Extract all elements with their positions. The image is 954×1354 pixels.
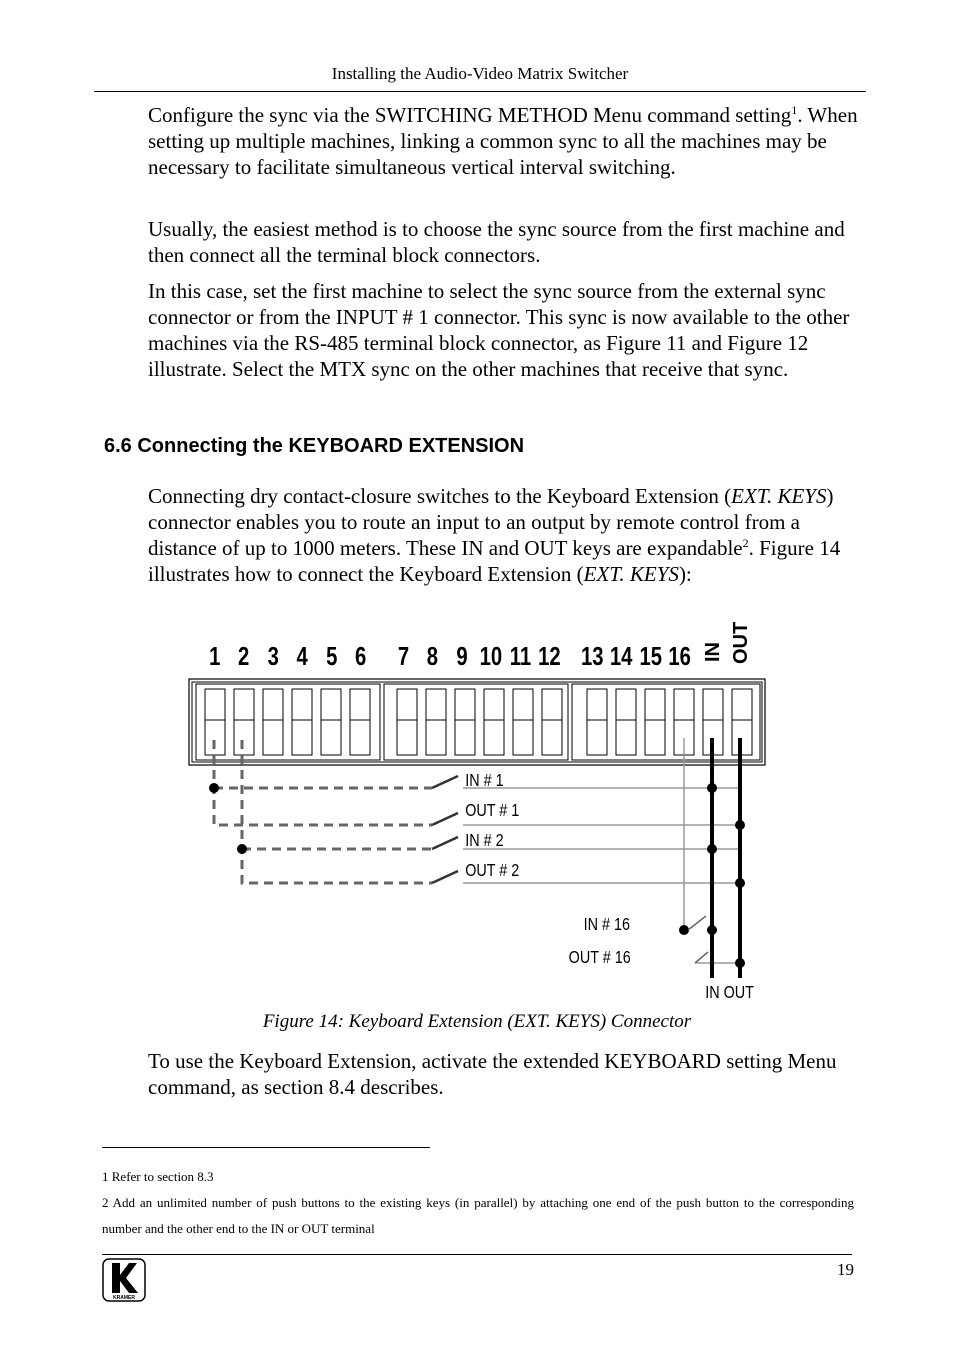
terminal-block-1 — [196, 684, 380, 760]
pin-label-13: 13 — [580, 641, 604, 671]
terminal-slot-10 — [484, 689, 504, 755]
terminal-slot-15 — [645, 689, 665, 755]
label-in16: IN # 16 — [583, 914, 630, 935]
paragraph-easiest-method: Usually, the easiest method is to choose the sync source from the first machine and then connect all the terminal block connectors. — [148, 217, 845, 267]
pin-label-1: 1 — [209, 641, 221, 671]
pin-label-7: 7 — [397, 641, 410, 671]
p4-a: Connecting dry contact-closure switches to the Keyboard Extension ( — [148, 484, 732, 508]
footnote-ref-2[interactable]: 2 — [742, 536, 749, 550]
p1-text: Configure the sync via the SWITCHING METHOD Menu command setting — [148, 103, 792, 127]
terminal-slot-9 — [455, 689, 475, 755]
p4-em2: EXT. KEYS — [583, 562, 679, 586]
p4-b: ) connector enables you to route an input to an output by remote control from a distance of up to 1000 meters. These IN and OUT keys are expandable — [148, 484, 834, 560]
terminal-slot-14 — [616, 689, 636, 755]
kramer-logo — [102, 1258, 146, 1302]
page-number: 19 — [837, 1260, 854, 1279]
figure-caption: Figure 14: Keyboard Extension (EXT. KEYS) Connector — [262, 1011, 692, 1032]
switch-in1 — [432, 776, 458, 788]
p4-c: . Figure 14 illustrates how to connect the Keyboard Extension ( — [148, 536, 841, 586]
switch-in16 — [688, 916, 706, 930]
connector-housing — [189, 679, 765, 765]
footer-rule — [102, 1254, 852, 1255]
pin-label-4: 4 — [296, 641, 308, 671]
terminal-slot-3 — [263, 689, 283, 755]
pin-label-2: 2 — [237, 641, 250, 671]
logo-text: KRAMER — [113, 1295, 135, 1301]
label-out16: OUT # 16 — [568, 947, 631, 968]
pin-label-3: 3 — [267, 641, 279, 671]
footnote-ref-1[interactable]: 1 — [791, 103, 798, 117]
wire-pin2-out2 — [242, 740, 432, 883]
section-heading: 6.6 Connecting the KEYBOARD EXTENSION — [104, 435, 525, 457]
terminal-slot-6 — [350, 689, 370, 755]
p4-d: ): — [678, 562, 692, 586]
pin-label-12: 12 — [538, 641, 561, 671]
pin-label-5: 5 — [326, 641, 338, 671]
p4-em1: EXT. KEYS — [731, 484, 827, 508]
in-pin-label: IN — [702, 642, 724, 662]
ext-keys-diagram — [150, 620, 790, 1005]
pin-label-9: 9 — [456, 641, 468, 671]
switch-out16 — [695, 952, 708, 963]
p1-rest: . When setting up multiple machines, linking a common sync to all the machines may be necessary to facilitate simultaneous vertical interval switching. — [148, 103, 858, 179]
label-in2: IN # 2 — [465, 830, 504, 851]
paragraph-sync-config — [148, 102, 864, 180]
pin-label-8: 8 — [426, 641, 438, 671]
switch-out1 — [432, 813, 458, 825]
footnote-2: 2 Add an unlimited number of push buttons to the existing keys (in parallel) by attaching one end of the push button to the corresponding number and the other end to the IN or OUT terminal — [102, 1195, 854, 1236]
terminal-slot-4 — [292, 689, 312, 755]
page-header: Installing the Audio-Video Matrix Switcher — [331, 64, 629, 83]
pin-label-10: 10 — [479, 641, 503, 671]
header-rule — [94, 91, 866, 92]
footnote-rule — [102, 1147, 430, 1148]
switch-in2 — [432, 837, 458, 849]
pin-label-14: 14 — [609, 641, 633, 671]
pin-label-11: 11 — [509, 641, 532, 671]
paragraph-activate: To use the Keyboard Extension, activate the extended KEYBOARD setting Menu command, as section 8.4 describes. — [148, 1049, 837, 1099]
node-pin2-in2 — [237, 844, 247, 854]
paragraph-keyboard-extension — [148, 483, 864, 587]
label-in1: IN # 1 — [465, 770, 504, 791]
node-pin16 — [679, 925, 689, 935]
node-pin1-in1 — [209, 783, 219, 793]
out-pin-label: OUT — [730, 621, 752, 664]
label-out1: OUT # 1 — [465, 800, 520, 821]
switch-out2 — [432, 871, 458, 883]
label-out2: OUT # 2 — [465, 860, 520, 881]
pin-label-6: 6 — [354, 641, 367, 671]
footnote-1: 1 Refer to section 8.3 — [102, 1169, 214, 1184]
wire-pin1-out1 — [214, 740, 432, 825]
label-in-out-bus: IN OUT — [705, 982, 754, 1003]
terminal-slot-12 — [542, 689, 562, 755]
pin-label-16: 16 — [668, 641, 691, 671]
terminal-slot-7 — [397, 689, 417, 755]
terminal-block-2 — [384, 684, 568, 760]
terminal-slot-11 — [513, 689, 533, 755]
terminal-slot-2 — [234, 689, 254, 755]
connector-inner — [192, 682, 762, 762]
pin-label-15: 15 — [639, 641, 663, 671]
terminal-slot-5 — [321, 689, 341, 755]
terminal-slot-13 — [587, 689, 607, 755]
paragraph-first-machine: In this case, set the first machine to select the sync source from the external sync connector or from the INPUT # 1 connector. This sync is now available to the other machines via the RS-485 terminal block connector, as Figure 11 and Figure 12 illustrate. Select the MTX sync on the other machines that receive that sync. — [148, 279, 850, 381]
terminal-slot-8 — [426, 689, 446, 755]
